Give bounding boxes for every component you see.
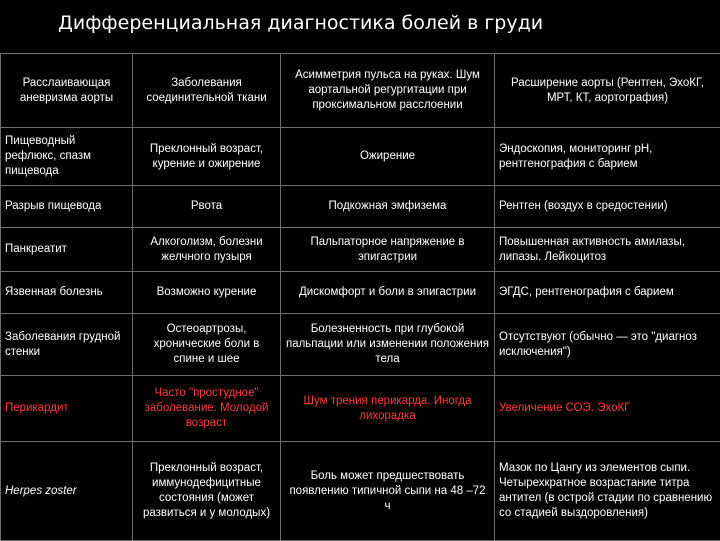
table-row (1, 228, 720, 272)
table-cell: Эндоскопия, мониторинг pH, рентгенография с барием (495, 128, 720, 186)
table-cell: Расслаивающая аневризма аорты (1, 54, 133, 128)
table-row (1, 272, 720, 314)
table-cell: Ожирение (281, 128, 495, 186)
table-row (1, 376, 720, 442)
table-cell: Язвенная болезнь (1, 272, 133, 314)
table-cell: Шум трения перикарда. Иногда лихорадка (281, 376, 495, 442)
table-cell: Расширение аорты (Рентген, ЭхоКГ, МРТ, КТ, аортография) (495, 54, 720, 128)
table-row (1, 314, 720, 376)
table-cell: Пищеводный рефлюкс, спазм пищевода (1, 128, 133, 186)
table-cell: Остеоартрозы, хронические боли в спине и шее (133, 314, 281, 376)
table-cell: Подкожная эмфизема (281, 186, 495, 228)
table-cell: Панкреатит (1, 228, 133, 272)
table-cell: Разрыв пищевода (1, 186, 133, 228)
table-row (1, 128, 720, 186)
table-header-row (1, 54, 720, 128)
table-cell: Болезненность при глубокой пальпации или изменении положения тела (281, 314, 495, 376)
table-cell: Заболевания соединительной ткани (133, 54, 281, 128)
table-cell: Увеличение СОЭ. ЭхоКГ (495, 376, 720, 442)
table-row (1, 186, 720, 228)
table-row (1, 442, 720, 541)
table-cell: Заболевания грудной стенки (1, 314, 133, 376)
table-cell: Боль может предшествовать появлению типичной сыпи на 48 –72 ч (281, 442, 495, 541)
diagnosis-table (0, 53, 720, 541)
table-cell: Асимметрия пульса на руках. Шум аортальной регургитации при проксимальном расслоении (281, 54, 495, 128)
table-cell: Дискомфорт и боли в эпигастрии (281, 272, 495, 314)
table-cell: ЭГДС, рентгенография с барием (495, 272, 720, 314)
table-cell: Мазок по Цангу из элементов сыпи. Четырехкратное возрастание титра антител (в острой стадии по сравнению со стадией выздоровления) (495, 442, 720, 541)
table-cell: Преклонный возраст, курение и ожирение (133, 128, 281, 186)
table-cell: Повышенная активность амилазы, липазы. Лейкоцитоз (495, 228, 720, 272)
table-cell: Отсутствуют (обычно — это "диагноз исключения") (495, 314, 720, 376)
table-cell: Преклонный возраст, иммунодефицитные состояния (может развиться и у молодых) (133, 442, 281, 541)
table-cell: Перикардит (1, 376, 133, 442)
page-title: Дифференциальная диагностика болей в груди (58, 12, 543, 34)
table-cell: Рвота (133, 186, 281, 228)
table-cell: Алкоголизм, болезни желчного пузыря (133, 228, 281, 272)
table-cell: Пальпаторное напряжение в эпигастрии (281, 228, 495, 272)
table-cell: Рентген (воздух в средостении) (495, 186, 720, 228)
table-cell: Часто "простудное" заболевание. Молодой возраст (133, 376, 281, 442)
table-cell: Herpes zoster (1, 442, 133, 541)
table-cell: Возможно курение (133, 272, 281, 314)
